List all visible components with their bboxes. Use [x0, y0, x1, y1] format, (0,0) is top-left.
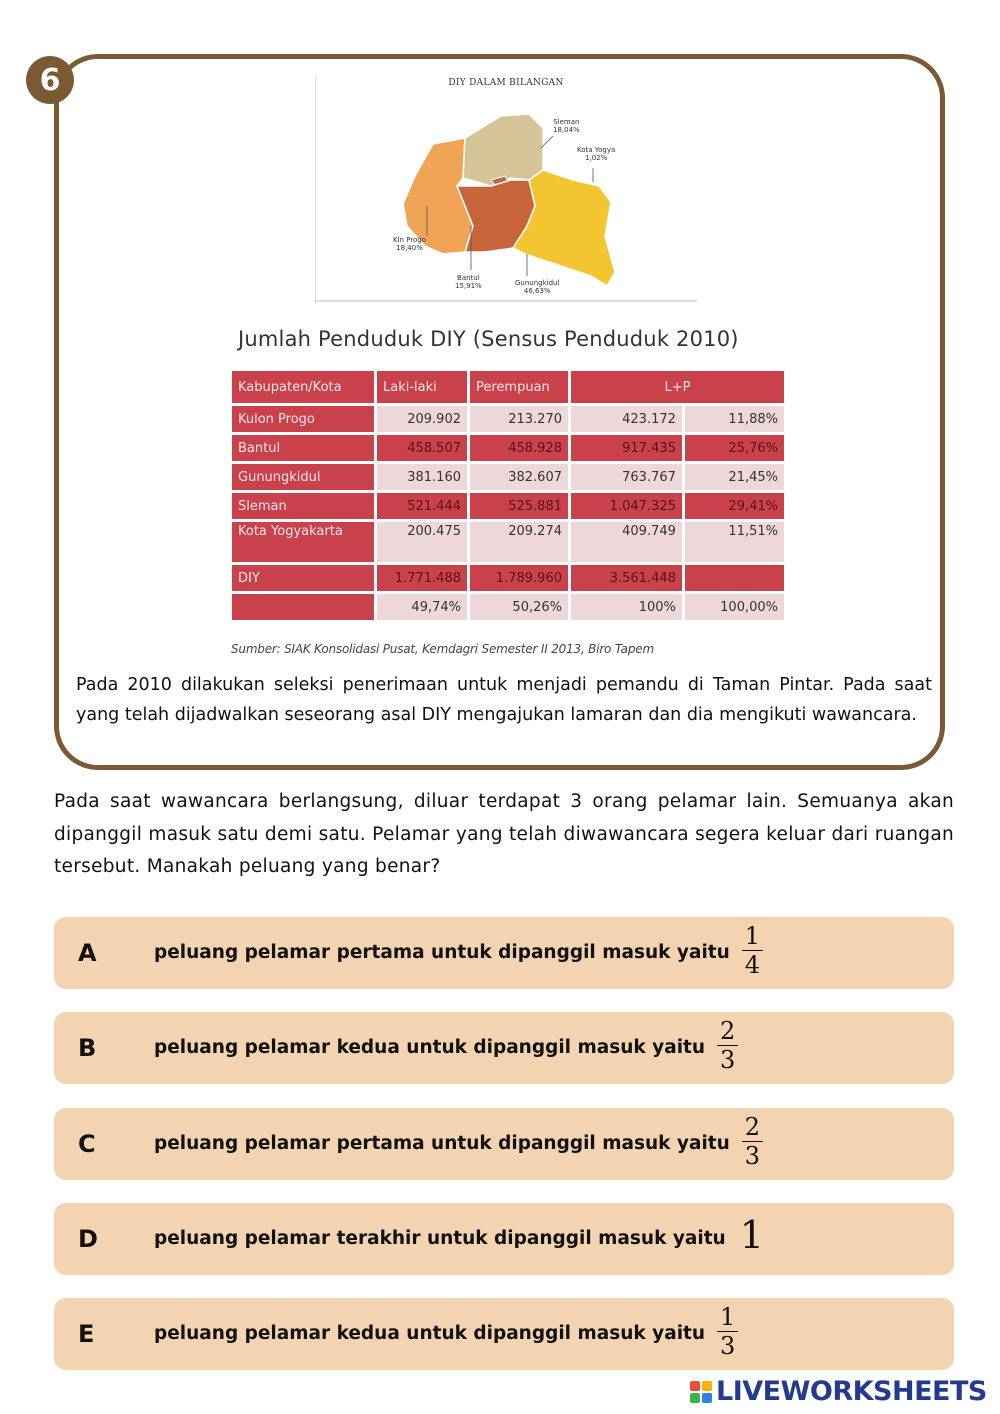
cell-perempuan: 1.789.960: [470, 565, 568, 591]
option-text: [154, 1012, 738, 1084]
cell-percent: 29,41%: [685, 493, 784, 519]
option-text: [154, 1298, 738, 1370]
option-letter: A: [78, 939, 97, 967]
cell-kabupaten: Kulon Progo: [232, 406, 374, 432]
cell-percent: 11,88%: [685, 406, 784, 432]
option-label: peluang pelamar terakhir untuk dipanggil masuk yaitu: [154, 1228, 726, 1249]
card-text: Pada 2010 dilakukan seleksi penerimaan untuk menjadi pemandu di Taman Pintar. Pada saat yang telah dijadwalkan seseorang asal DIY mengajukan lamaran dan dia mengikuti wawancara.: [76, 675, 932, 725]
cell-perempuan: 209.274: [470, 522, 568, 562]
cell-total: 1.047.325: [571, 493, 682, 519]
cell-perempuan: 50,26%: [470, 594, 568, 620]
cell-laki: 200.475: [377, 522, 467, 562]
cell-percent: 100,00%: [685, 594, 784, 620]
table-row: [232, 594, 784, 620]
brand-name: LIVEWORKSHEETS: [716, 1376, 987, 1407]
label-bantul: Bantul 15,91%: [455, 274, 482, 290]
option-value: 1: [739, 1213, 764, 1257]
header-kabupaten: Kabupaten/Kota: [232, 371, 374, 403]
option-fraction: [742, 922, 763, 979]
fraction-numerator: 2: [742, 1113, 763, 1142]
cell-percent: 25,76%: [685, 435, 784, 461]
cell-laki: 209.902: [377, 406, 467, 432]
option-label: peluang pelamar kedua untuk dipanggil masuk yaitu: [154, 1323, 706, 1344]
cell-percent: 11,51%: [685, 522, 784, 562]
cell-perempuan: 213.270: [470, 406, 568, 432]
option-text: [154, 917, 763, 989]
diy-map: [315, 76, 697, 304]
option-fraction: [742, 1113, 763, 1170]
label-sleman: Sleman 18,04%: [553, 118, 580, 134]
map-graphic: [315, 76, 697, 304]
label-kln-progo: Kln Progo 18,40%: [393, 236, 427, 252]
table-source: Sumber: SIAK Konsolidasi Pusat, Kemdagri Semester II 2013, Biro Tapem: [231, 642, 654, 656]
cell-laki: 521.444: [377, 493, 467, 519]
option-text: [154, 1203, 764, 1275]
fraction-denominator: 3: [744, 1141, 761, 1170]
fraction-denominator: 3: [720, 1045, 736, 1074]
fraction-denominator: 3: [720, 1331, 736, 1360]
cell-perempuan: 458.928: [470, 435, 568, 461]
option-letter: B: [78, 1034, 97, 1062]
table-row: [232, 493, 784, 519]
cell-kabupaten: [232, 594, 374, 620]
option-e[interactable]: [54, 1298, 954, 1370]
cell-total: 100%: [571, 594, 682, 620]
population-table: [229, 368, 787, 623]
region-sleman: [463, 114, 543, 186]
label-gunungkidul: Gunungkidul 46,63%: [515, 279, 560, 295]
table-row: [232, 565, 784, 591]
option-letter: D: [78, 1225, 98, 1253]
option-b[interactable]: [54, 1012, 954, 1084]
option-label: peluang pelamar kedua untuk dipanggil masuk yaitu: [154, 1037, 706, 1058]
question-text: Pada saat wawancara berlangsung, diluar terdapat 3 orang pelamar lain. Semuanya akan dipanggil masuk satu demi satu. Pelamar yang telah diwawancara segera keluar dari ruangan tersebut. Manakah peluang yang benar?: [54, 791, 954, 877]
option-fraction: [717, 1017, 738, 1074]
option-c[interactable]: [54, 1108, 954, 1180]
cell-total: 409.749: [571, 522, 682, 562]
option-letter: E: [78, 1320, 95, 1348]
cell-laki: 458.507: [377, 435, 467, 461]
label-kota-yogya: Kota Yogya 1,02%: [577, 146, 616, 162]
cell-total: 917.435: [571, 435, 682, 461]
cell-total: 3.561.448: [571, 565, 682, 591]
cell-kabupaten: Gunungkidul: [232, 464, 374, 490]
option-d[interactable]: [54, 1203, 954, 1275]
cell-perempuan: 525.881: [470, 493, 568, 519]
fraction-numerator: 2: [717, 1017, 738, 1046]
cell-kabupaten: Kota Yogyakarta: [232, 522, 374, 562]
option-text: [154, 1108, 763, 1180]
header-perempuan: Perempuan: [470, 371, 568, 403]
fraction-numerator: 1: [717, 1303, 738, 1332]
table-row: [232, 464, 784, 490]
cell-total: 763.767: [571, 464, 682, 490]
map-title: DIY DALAM BILANGAN: [448, 78, 564, 88]
question-number: 6: [26, 56, 74, 104]
table-row: [232, 435, 784, 461]
option-letter: C: [78, 1130, 96, 1158]
fraction-numerator: 1: [742, 922, 763, 951]
table-row: [232, 406, 784, 432]
liveworksheets-icon: [690, 1381, 712, 1403]
table-row: [232, 522, 784, 562]
cell-percent: 21,45%: [685, 464, 784, 490]
cell-laki: 1.771.488: [377, 565, 467, 591]
table-header-row: [232, 371, 784, 403]
cell-kabupaten: Bantul: [232, 435, 374, 461]
header-laki: Laki-laki: [377, 371, 467, 403]
cell-percent: [685, 565, 784, 591]
table-title: Jumlah Penduduk DIY (Sensus Penduduk 2010): [238, 327, 739, 351]
cell-laki: 381.160: [377, 464, 467, 490]
fraction-denominator: 4: [744, 950, 761, 979]
cell-kabupaten: DIY: [232, 565, 374, 591]
option-label: peluang pelamar pertama untuk dipanggil masuk yaitu: [154, 1133, 730, 1154]
cell-perempuan: 382.607: [470, 464, 568, 490]
header-lp: L+P: [571, 371, 784, 403]
cell-total: 423.172: [571, 406, 682, 432]
option-label: peluang pelamar pertama untuk dipanggil masuk yaitu: [154, 942, 730, 963]
cell-kabupaten: Sleman: [232, 493, 374, 519]
option-fraction: [717, 1303, 738, 1360]
cell-laki: 49,74%: [377, 594, 467, 620]
option-a[interactable]: [54, 917, 954, 989]
liveworksheets-logo: [690, 1376, 987, 1407]
